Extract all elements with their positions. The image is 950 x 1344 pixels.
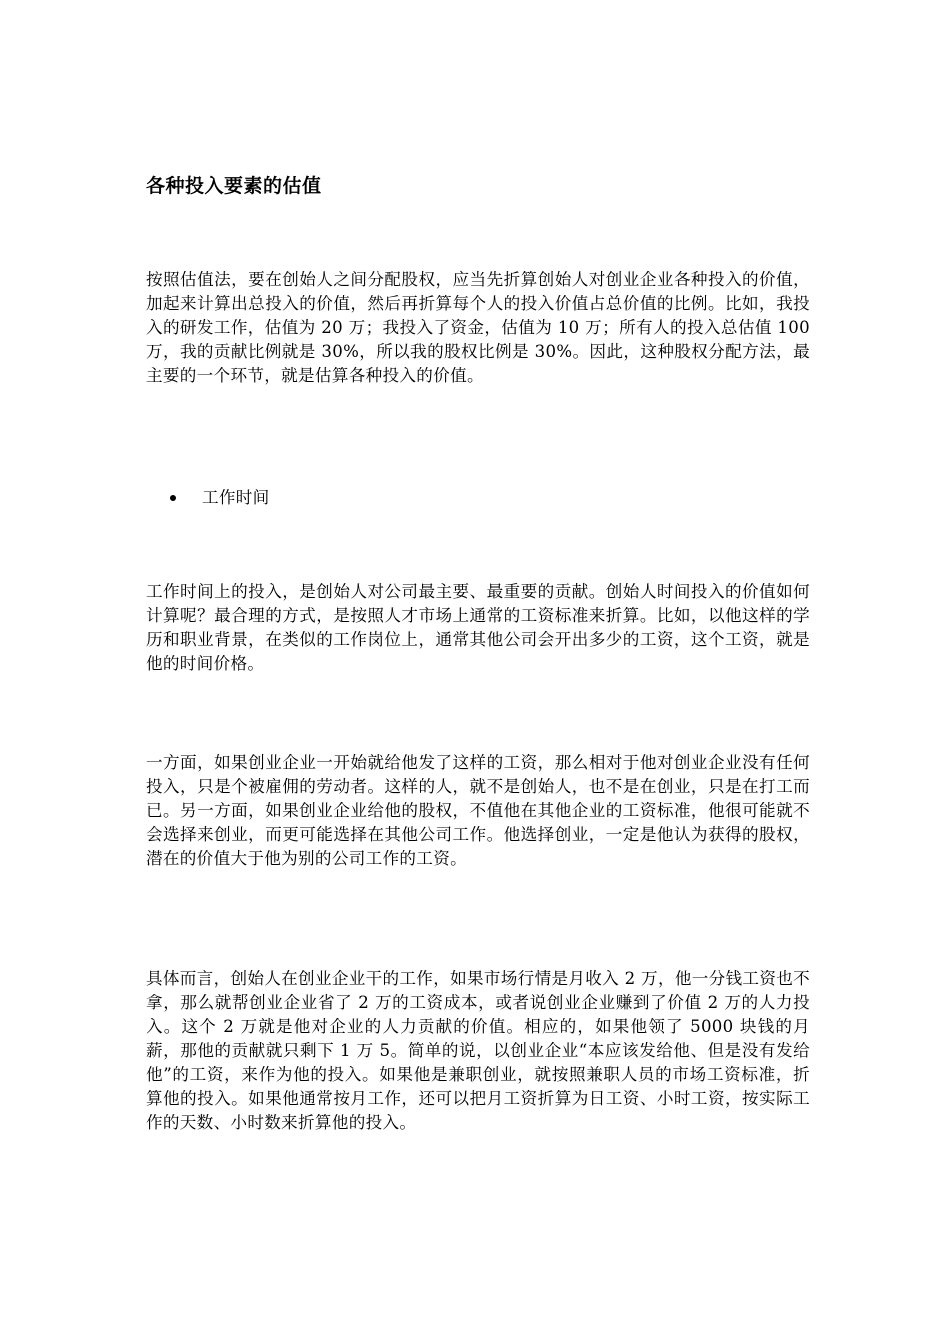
paragraph-work-time: 工作时间上的投入，是创始人对公司最主要、最重要的贡献。创始人时间投入的价值如何计算呢？最合理的方式，是按照人才市场上通常的工资标准来折算。比如，以他这样的学历和职业背景，在类似的工作岗位上，通常其他公司会开出多少的工资，这个工资，就是他的时间价格。 [146, 582, 810, 673]
page-title: 各种投入要素的估值 [146, 175, 322, 197]
bullet-icon [170, 495, 176, 501]
paragraph-calculation-example: 具体而言，创始人在创业企业干的工作，如果市场行情是月收入 2 万，他一分钱工资也不拿，那么就帮创业企业省了 2 万的工资成本，或者说创业企业赚到了价值 2 万的人力投入。这个 2 万就是他对企业的人力贡献的价值。相应的，如果他领了 5000 块钱的月薪，那他的贡献就只剩下 1 万 5。简单的说，以创业企业“本应该发给他、但是没有发给他”的工资，来作为他的投入。如果他是兼职创业，就按照兼职人员的市场工资标准，折算他的投入。如果他通常按月工作，还可以把月工资折算为日工资、小时工资，按实际工作的天数、小时数来折算他的投入。 [146, 969, 810, 1132]
bullet-list-item [170, 486, 270, 510]
bullet-label: 工作时间 [202, 488, 270, 507]
paragraph-valuation-method: 按照估值法，要在创始人之间分配股权，应当先折算创始人对创业企业各种投入的价值，加起来计算出总投入的价值，然后再折算每个人的投入价值占总价值的比例。比如，我投入的研发工作，估值为 20 万；我投入了资金，估值为 10 万；所有人的投入总估值 100 万，我的贡献比例就是 30%，所以我的股权比例是 30%。因此，这种股权分配方法，最主要的一个环节，就是估算各种投入的价值。 [146, 270, 810, 385]
paragraph-salary-reasoning: 一方面，如果创业企业一开始就给他发了这样的工资，那么相对于他对创业企业没有任何投入，只是个被雇佣的劳动者。这样的人，就不是创始人，也不是在创业，只是在打工而已。另一方面，如果创业企业给他的股权，不值他在其他企业的工资标准，他很可能就不会选择来创业，而更可能选择在其他公司工作。他选择创业，一定是他认为获得的股权，潜在的价值大于他为别的公司工作的工资。 [146, 753, 810, 868]
